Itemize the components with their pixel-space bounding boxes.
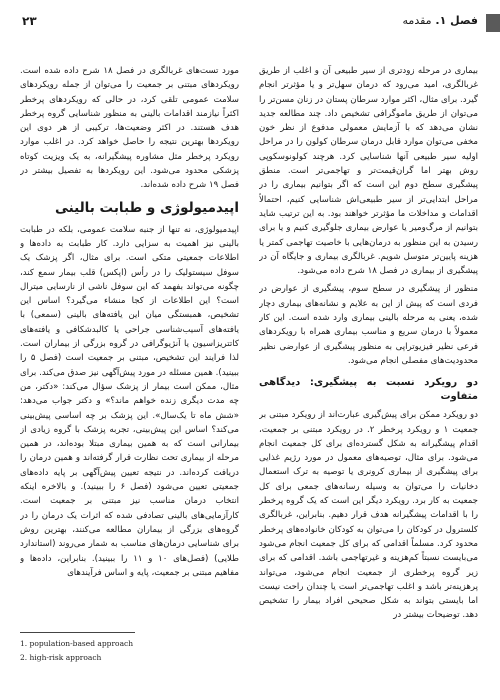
- footnote-1: 1. population-based approach: [20, 639, 134, 648]
- footnote-divider: [20, 632, 135, 633]
- right-column: [259, 64, 478, 664]
- left-column: [20, 64, 239, 620]
- paragraph: اپیدمیولوژی، نه تنها از جنبه سلامت عمومی، بلکه در طبابت بالینی نیز اهمیت به سزایی دارد. کار طبابت به داده‌ها و اطلاعات جمعیتی متکی است. برای مثال، اگر پزشک یک سوفل سیستولیک را در رأس (اپکس) قلب بیمار سمع کند، چگونه می‌تواند بفهمد که این سوفل ناشی از نارسایی میترال است؟ این اطلاعات از کجا منشاء می‌گیرد؟ اساس این تشخیص، همبستگی میان این یافته‌های بالینی (سمعی) با یافته‌های آسیب‌شناسی جراحی یا کالبدشکافی و یافته‌های کاتتریزاسیون یا آنژیوگرافی در گروه بزرگی از بیماران است. لذا فرایند این تشخیص، مبتنی بر جمعیت است (فصل ۵ را ببینید). همین مسئله در مورد پیش‌آگهی نیز صدق می‌کند. برای مثال، ممکن است بیمار از پزشک سؤال می‌کند: «دکتر، من چه مدت دیگری زنده خواهم ماند؟» و دکتر جواب می‌دهد: «شش ماه تا یک‌سال». این پزشک بر چه اساسی پیش‌بینی می‌کند؟ اساس این پیش‌بینی، تجربه پزشک با گروه زیادی از بیمارانی است که به همین بیماری مبتلا بوده‌اند، در همین مرحله از بیماری تحت نظارت قرار گرفته‌اند و همین درمان را دریافت کرده‌اند. در نتیجه تعیین پیش‌آگهی بر پایه داده‌های جمعیتی تعیین می‌شود (فصل ۶ را ببینید). و بالاخره اینکه انتخاب درمان مناسب نیز مبتنی بر جمعیت است. کارآزمایی‌های بالینی تصادفی شده که اثرات یک درمان را در گروه‌های بزرگی از بیماران مطالعه می‌کنند، بهترین روش برای شناسایی درمان‌های مناسب به شمار می‌روند (استاندارد طلایی) (فصل‌های ۱۰ و ۱۱ را ببینید). بنابراین، داده‌ها و مفاهیم مبتنی بر جمعیت، پایه و اساس فرآیندهای: [20, 224, 239, 578]
- chapter-running-title: [403, 14, 478, 27]
- page-header: [22, 14, 478, 34]
- section-heading: اپیدمیولوژی و طبابت بالینی: [54, 199, 239, 216]
- paragraph: منظور از پیشگیری در سطح سوم، پیشگیری از عوارض در فردی است که پیش از این به علایم و نشانه‌های بیماری دچار شده، یعنی به مرحله بالینی بیماری وارد شده است. این کار معمولاً با درمان سریع و مناسب بیماری همراه با رویکردهای فرعی نظیر فیزیوتراپی به منظور پیشگیری از عوارضی نظیر محدودیت‌های مفصلی انجام می‌شود.: [259, 284, 478, 366]
- paragraph: دو رویکرد ممکن برای پیش‌گیری عبارت‌اند از رویکرد مبتنی بر جمعیت ۱ و رویکرد پرخطر ۲. در رویکرد مبتنی بر جمعیت، اقدام پیشگیرانه به شکل گسترده‌ای برای کل جمعیت انجام می‌شود. برای مثال، توصیه‌های معمول در مورد رژیم غذایی برای پیشگیری از بیماری کرونری یا توصیه به ترک استعمال دخانیات را می‌توان به وسیله رسانه‌های جمعی برای کل جمعیت به کار برد. رویکرد دیگر این است که یک گروه پرخطر را با اقدامات پیشگیرانه هدف قرار دهیم. بنابراین، غربالگری کلسترول در کودکان را می‌توان به کودکان خانواده‌های پرخطر محدود کرد. مسلماً اقدامی که برای کل جمعیت انجام می‌شود می‌بایست نسبتاً کم‌هزینه و غیرتهاجمی باشد. اقدامی که برای زیر گروه پرخطری از جمعیت انجام می‌شود، می‌تواند پرهزینه‌تر باشد و اغلب تهاجمی‌تر است یا چندان راحت نیست اما بایستی بتواند به شکل صحیحی افراد بیمار را تشخیص دهد. توضیحات بیشتر در: [259, 410, 478, 621]
- page-number: ۲۳: [22, 14, 37, 28]
- chapter-title: مقدمه: [402, 14, 432, 27]
- chapter-label: فصل ۱.: [431, 14, 478, 27]
- paragraph: مورد تست‌های غربالگری در فصل ۱۸ شرح داده شده است. رویکردهای مبتنی بر جمعیت را می‌توان از جمله رویکردهای سلامت عمومی تلقی کرد، در حالی که رویکردهای پرخطر اکثراً نیازمند اقدامات بالینی به منظور شناسایی گروه پرخطر هدف هستند. در اکثر وضعیت‌ها، ترکیبی از هر دوی این رویکردها بهترین نتیجه را حاصل خواهد کرد. در اغلب موارد رویکرد پرخطر مثل مشاوره پیشگیرانه، به یک ویزیت کوتاه پزشکی محدود می‌شود. این رویکردها به تفصیل بیشتر در فصل ۱۹ شرح داده شده‌اند.: [20, 66, 239, 191]
- chapter-tab-marker: [486, 14, 500, 32]
- paragraph: بیماری در مرحله زودتری از سیر طبیعی آن و اغلب از طریق غربالگری، امید می‌رود که درمان سهل‌تر و یا مؤثرتر انجام گیرد. برای مثال، اکثر موارد سرطان پستان در زنان مسن‌تر را می‌توان از طریق ماموگرافی تشخیص داد. چند مطالعه جدید نشان می‌دهد که با آزمایش معمولی مدفوع از نظر خون مخفی می‌توان موارد قابل درمان سرطان کولون را در مراحل اولیه سیر طبیعی آنها شناسایی کرد. هرچند کولونوسکوپی روش بهتر اما گران‌قیمت‌تر و تهاجمی‌تر است. منطق پیشگیری سطح دوم این است که اگر بتوانیم بیماری را در مراحل ابتدایی‌تر از سیر طبیعی‌اش شناسایی کنیم، احتمالاً اقدامات و مداخلات ما مؤثرتر خواهند بود. به این ترتیب شاید بتوانیم از مرگ‌ومیر یا عوارض بیماری جلوگیری کنیم و یا برای رسیدن به این منظور به درمان‌هایی با خاصیت تهاجمی کمتر یا هزینه پایین‌تر متوسل شویم. غربالگری بیماری و جایگاه آن در پیشگیری از بیماری در فصل ۱۸ شرح داده می‌شود.: [259, 66, 478, 277]
- footnote-2: 2. high-risk approach: [20, 653, 102, 662]
- section-heading: دو رویکرد نسبت به پیشگیری: دیدگاهی متفاوت: [259, 377, 478, 403]
